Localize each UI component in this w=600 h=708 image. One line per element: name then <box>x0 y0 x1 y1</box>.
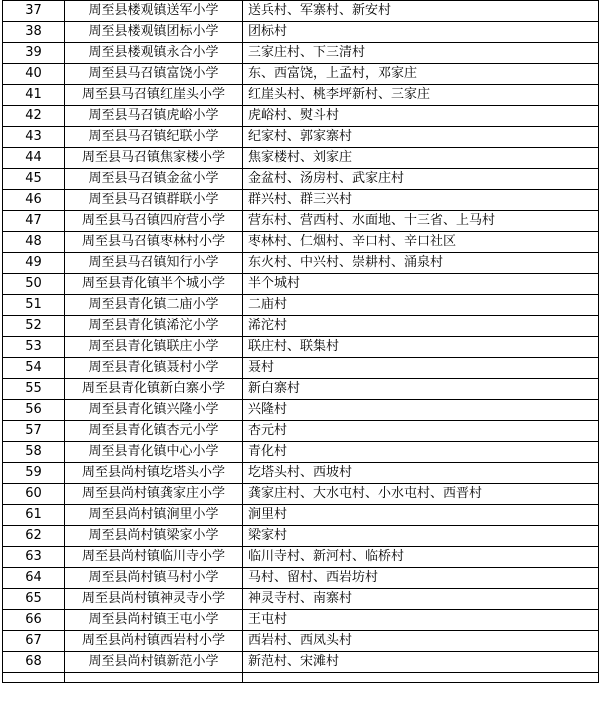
school-name: 周至县尚村镇圪塔头小学 <box>65 463 243 484</box>
table-row <box>3 316 599 337</box>
row-number: 55 <box>3 379 65 400</box>
table-row <box>3 505 599 526</box>
school-name: 周至县尚村镇涧里小学 <box>65 505 243 526</box>
table-row <box>3 253 599 274</box>
school-name: 周至县楼观镇永合小学 <box>65 43 243 64</box>
row-number: 63 <box>3 547 65 568</box>
table-row <box>3 337 599 358</box>
school-name: 周至县尚村镇西岩村小学 <box>65 631 243 652</box>
school-name: 周至县楼观镇送军小学 <box>65 1 243 22</box>
village-list: 东火村、中兴村、崇耕村、涌泉村 <box>243 253 599 274</box>
table-row <box>3 526 599 547</box>
village-list: 圪塔头村、西坡村 <box>243 463 599 484</box>
village-list: 金盆村、汤房村、武家庄村 <box>243 169 599 190</box>
village-list: 营东村、营西村、水面地、十三省、上马村 <box>243 211 599 232</box>
row-number: 47 <box>3 211 65 232</box>
row-number: 41 <box>3 85 65 106</box>
row-number: 48 <box>3 232 65 253</box>
school-name: 周至县青化镇二庙小学 <box>65 295 243 316</box>
row-number: 49 <box>3 253 65 274</box>
row-number: 50 <box>3 274 65 295</box>
village-list: 枣林村、仁烟村、辛口村、辛口社区 <box>243 232 599 253</box>
row-number: 40 <box>3 64 65 85</box>
village-list: 新范村、宋滩村 <box>243 652 599 673</box>
row-number: 37 <box>3 1 65 22</box>
table-row <box>3 43 599 64</box>
row-number: 43 <box>3 127 65 148</box>
village-list: 虎峪村、熨斗村 <box>243 106 599 127</box>
table-row <box>3 589 599 610</box>
school-name: 周至县马召镇金盆小学 <box>65 169 243 190</box>
village-list: 聂村 <box>243 358 599 379</box>
row-number: 57 <box>3 421 65 442</box>
village-list: 团标村 <box>243 22 599 43</box>
table-row <box>3 400 599 421</box>
table-row <box>3 442 599 463</box>
table-row <box>3 547 599 568</box>
row-number: 60 <box>3 484 65 505</box>
table-row <box>3 211 599 232</box>
row-number: 58 <box>3 442 65 463</box>
row-number: 52 <box>3 316 65 337</box>
village-list: 青化村 <box>243 442 599 463</box>
table-row <box>3 610 599 631</box>
village-list: 西岩村、西凤头村 <box>243 631 599 652</box>
village-list: 红崖头村、桃李坪新村、三家庄 <box>243 85 599 106</box>
school-name: 周至县青化镇联庄小学 <box>65 337 243 358</box>
school-name: 周至县尚村镇梁家小学 <box>65 526 243 547</box>
school-name: 周至县青化镇浠沱小学 <box>65 316 243 337</box>
table-row <box>3 127 599 148</box>
table-row <box>3 190 599 211</box>
village-list: 群兴村、群三兴村 <box>243 190 599 211</box>
village-list: 联庄村、联集村 <box>243 337 599 358</box>
school-name: 周至县尚村镇新范小学 <box>65 652 243 673</box>
village-list: 半个城村 <box>243 274 599 295</box>
school-name: 周至县青化镇聂村小学 <box>65 358 243 379</box>
village-list: 浠沱村 <box>243 316 599 337</box>
table-row <box>3 358 599 379</box>
row-number: 66 <box>3 610 65 631</box>
school-name: 周至县尚村镇临川寺小学 <box>65 547 243 568</box>
village-list: 杏元村 <box>243 421 599 442</box>
row-number: 67 <box>3 631 65 652</box>
village-list: 东、西富饶，上孟村，邓家庄 <box>243 64 599 85</box>
village-list: 涧里村 <box>243 505 599 526</box>
row-number <box>3 673 65 683</box>
row-number: 51 <box>3 295 65 316</box>
school-name <box>65 673 243 683</box>
school-name: 周至县青化镇半个城小学 <box>65 274 243 295</box>
row-number: 42 <box>3 106 65 127</box>
village-list: 梁家村 <box>243 526 599 547</box>
table-row <box>3 463 599 484</box>
row-number: 61 <box>3 505 65 526</box>
village-list: 神灵寺村、南寨村 <box>243 589 599 610</box>
school-name: 周至县青化镇新白寨小学 <box>65 379 243 400</box>
table-row <box>3 274 599 295</box>
table-row <box>3 85 599 106</box>
table-row-cut-off <box>3 673 599 683</box>
row-number: 56 <box>3 400 65 421</box>
row-number: 46 <box>3 190 65 211</box>
row-number: 45 <box>3 169 65 190</box>
school-name: 周至县马召镇纪联小学 <box>65 127 243 148</box>
school-name: 周至县马召镇知行小学 <box>65 253 243 274</box>
village-list: 二庙村 <box>243 295 599 316</box>
school-name: 周至县青化镇中心小学 <box>65 442 243 463</box>
school-name: 周至县马召镇枣林村小学 <box>65 232 243 253</box>
village-list: 王屯村 <box>243 610 599 631</box>
school-name: 周至县尚村镇神灵寺小学 <box>65 589 243 610</box>
village-list <box>243 673 599 683</box>
row-number: 38 <box>3 22 65 43</box>
row-number: 53 <box>3 337 65 358</box>
school-name: 周至县马召镇群联小学 <box>65 190 243 211</box>
table-row <box>3 148 599 169</box>
table-row <box>3 232 599 253</box>
school-name: 周至县马召镇四府营小学 <box>65 211 243 232</box>
school-name: 周至县青化镇兴隆小学 <box>65 400 243 421</box>
row-number: 68 <box>3 652 65 673</box>
school-name: 周至县尚村镇王屯小学 <box>65 610 243 631</box>
row-number: 64 <box>3 568 65 589</box>
village-list: 新白寨村 <box>243 379 599 400</box>
table-row <box>3 421 599 442</box>
school-name: 周至县马召镇富饶小学 <box>65 64 243 85</box>
school-name: 周至县马召镇焦家楼小学 <box>65 148 243 169</box>
table-row <box>3 652 599 673</box>
table-row <box>3 64 599 85</box>
school-name: 周至县楼观镇团标小学 <box>65 22 243 43</box>
school-village-table <box>2 0 599 683</box>
village-list: 三家庄村、下三清村 <box>243 43 599 64</box>
row-number: 54 <box>3 358 65 379</box>
village-list: 焦家楼村、刘家庄 <box>243 148 599 169</box>
row-number: 65 <box>3 589 65 610</box>
village-list: 纪家村、郭家寨村 <box>243 127 599 148</box>
village-list: 兴隆村 <box>243 400 599 421</box>
row-number: 44 <box>3 148 65 169</box>
school-name: 周至县马召镇红崖头小学 <box>65 85 243 106</box>
table-row <box>3 169 599 190</box>
village-list: 临川寺村、新河村、临桥村 <box>243 547 599 568</box>
table-row <box>3 1 599 22</box>
village-list: 马村、留村、西岩坊村 <box>243 568 599 589</box>
table-row <box>3 295 599 316</box>
table-row <box>3 106 599 127</box>
school-name: 周至县青化镇杏元小学 <box>65 421 243 442</box>
table-row <box>3 22 599 43</box>
table-row <box>3 631 599 652</box>
village-list: 送兵村、军寨村、新安村 <box>243 1 599 22</box>
table-row <box>3 484 599 505</box>
village-list: 龚家庄村、大水屯村、小水屯村、西晋村 <box>243 484 599 505</box>
school-name: 周至县尚村镇马村小学 <box>65 568 243 589</box>
school-name: 周至县马召镇虎峪小学 <box>65 106 243 127</box>
row-number: 59 <box>3 463 65 484</box>
table-row <box>3 568 599 589</box>
table-row <box>3 379 599 400</box>
row-number: 39 <box>3 43 65 64</box>
school-name: 周至县尚村镇龚家庄小学 <box>65 484 243 505</box>
table-body <box>3 1 599 683</box>
row-number: 62 <box>3 526 65 547</box>
